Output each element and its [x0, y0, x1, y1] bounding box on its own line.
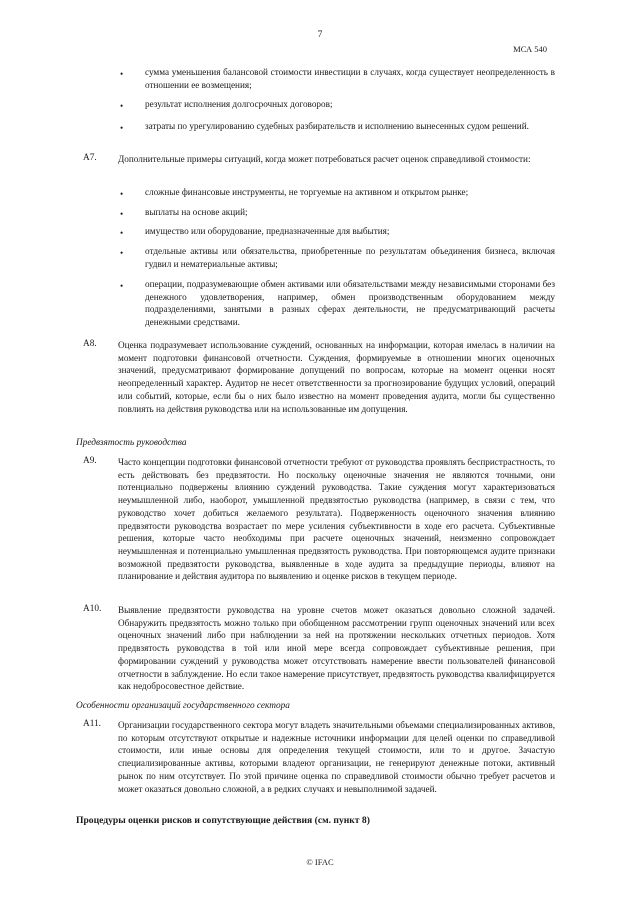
- bullet-icon: •: [120, 189, 124, 199]
- paragraph-number-a9: A9.: [83, 456, 97, 466]
- paragraph-a8: Оценка подразумевает использование суждений, основанных на информации, которая имелась в наличии на момент подготовки финансовой отчетности. Суждения, формируемые в отношении многих оценочных значений, предусматривают формирование допущений по вопросам, которые на момент оценки носят неопределенный характер. Аудитор не несет ответственности за прогнозирование будущих условий, операций или событий, которые, если бы о них было известно на момент проведения аудита, могли бы существенно повлиять на действия руководства или на использованные им допущения.: [118, 340, 555, 414]
- document-id: МСА 540: [513, 44, 547, 54]
- footer-copyright: © IFAC: [306, 857, 334, 867]
- paragraph-a11: Организации государственного сектора могут владеть значительными объемами специализированных активов, по которым отсутствуют открытые и надежные источники информации для целей оценки по справедливой стоимости, или иные основы для определения текущей стоимости, или то и другое. Зачастую специализированные активы, которыми владеют организации, не генерируют денежные потоки, активный рынок по ним отсутствует. По этой причине оценка по справедливой стоимости обычно требует расчетов и может оказаться довольно сложной, а в редких случаях и невыполнимой задачей.: [118, 720, 555, 794]
- list-item: сложные финансовые инструменты, не торгуемые на активном и открытом рынке;: [145, 187, 469, 197]
- paragraph-number-a10: A10.: [83, 604, 102, 614]
- list-item: имущество или оборудование, предназначенные для выбытия;: [145, 226, 390, 236]
- paragraph-a9: Часто концепции подготовки финансовой отчетности требуют от руководства проявлять беспристрастность, то есть действовать без предвзятости. Но поскольку оценочные значения не являются точными, они потенциально подвержены влиянию суждений руководства. Такие суждения могут характеризоваться неумышленной либо, наоборот, умышленной предвзятостью руководства (например, в связи с тем, что руководство хочет добиться желаемого результата). Подверженность оценочного значения влиянию предвзятости руководства возрастает по мере усиления субъективности в ходе его расчета. Субъективные решения, которые часто необходимы при расчете оценочных значений, неизменно сопровождает неумышленная и потенциально умышленная предвзятость руководства. При повторяющемся аудите признаки возможной предвзятости руководства, выявленные в ходе аудита за предыдущие периоды, влияют на планирование и действия аудитора по выявлению и оценке рисков в текущем периоде.: [118, 457, 555, 582]
- section-heading-public-sector: Особенности организаций государственного сектора: [76, 701, 290, 711]
- paragraph-a7: Дополнительные примеры ситуаций, когда может потребоваться расчет оценок справедливой стоимости:: [118, 154, 531, 164]
- list-item: отдельные активы или обязательства, приобретенные по результатам объединения бизнеса, включая гудвил и нематериальные активы;: [145, 246, 555, 269]
- bullet-icon: •: [120, 228, 124, 238]
- paragraph-number-a8: A8.: [83, 339, 97, 349]
- bullet-icon: •: [120, 248, 124, 258]
- bullet-icon: •: [120, 123, 124, 133]
- section-heading-bias: Предвзятость руководства: [76, 438, 187, 448]
- paragraph-number-a7: A7.: [83, 153, 97, 163]
- heading-risk-procedures: Процедуры оценки рисков и сопутствующие действия (см. пункт 8): [76, 815, 370, 826]
- bullet-icon: •: [120, 69, 124, 79]
- list-item: выплаты на основе акций;: [145, 207, 248, 217]
- paragraph-a10: Выявление предвзятости руководства на уровне счетов может оказаться довольно сложной задачей. Обнаружить предвзятость можно только при обобщенном рассмотрении групп оценочных значений или всех оценочных значений либо при наблюдении за ней на протяжении нескольких отчетных периодов. Хотя предвзятость руководства в той или иной мере всегда сопровождает субъективные решения, при формировании суждений у руководства может отсутствовать намерение ввести пользователей финансовой отчетности в заблуждение. Но если такое намерение присутствует, предвзятость руководства квалифицируется как недобросовестное действие.: [118, 605, 555, 692]
- bullet-icon: •: [120, 209, 124, 219]
- list-item: результат исполнения долгосрочных договоров;: [145, 99, 333, 109]
- bullet-icon: •: [120, 101, 124, 111]
- bullet-icon: •: [120, 281, 124, 291]
- list-item: операции, подразумевающие обмен активами или обязательствами между независимыми сторонами без денежного удовлетворения, например, обмен производственным оборудованием между подразделениями, занятыми в разных сферах деятельности, не предусматривающий расчеты денежными средствами.: [145, 279, 555, 328]
- list-item: сумма уменьшения балансовой стоимости инвестиции в случаях, когда существует неопределенность в отношении ее возмещения;: [145, 67, 555, 90]
- paragraph-number-a11: A11.: [83, 719, 101, 729]
- list-item: затраты по урегулированию судебных разбирательств и исполнению вынесенных судом решений.: [145, 121, 529, 131]
- page-number: 7: [317, 30, 323, 40]
